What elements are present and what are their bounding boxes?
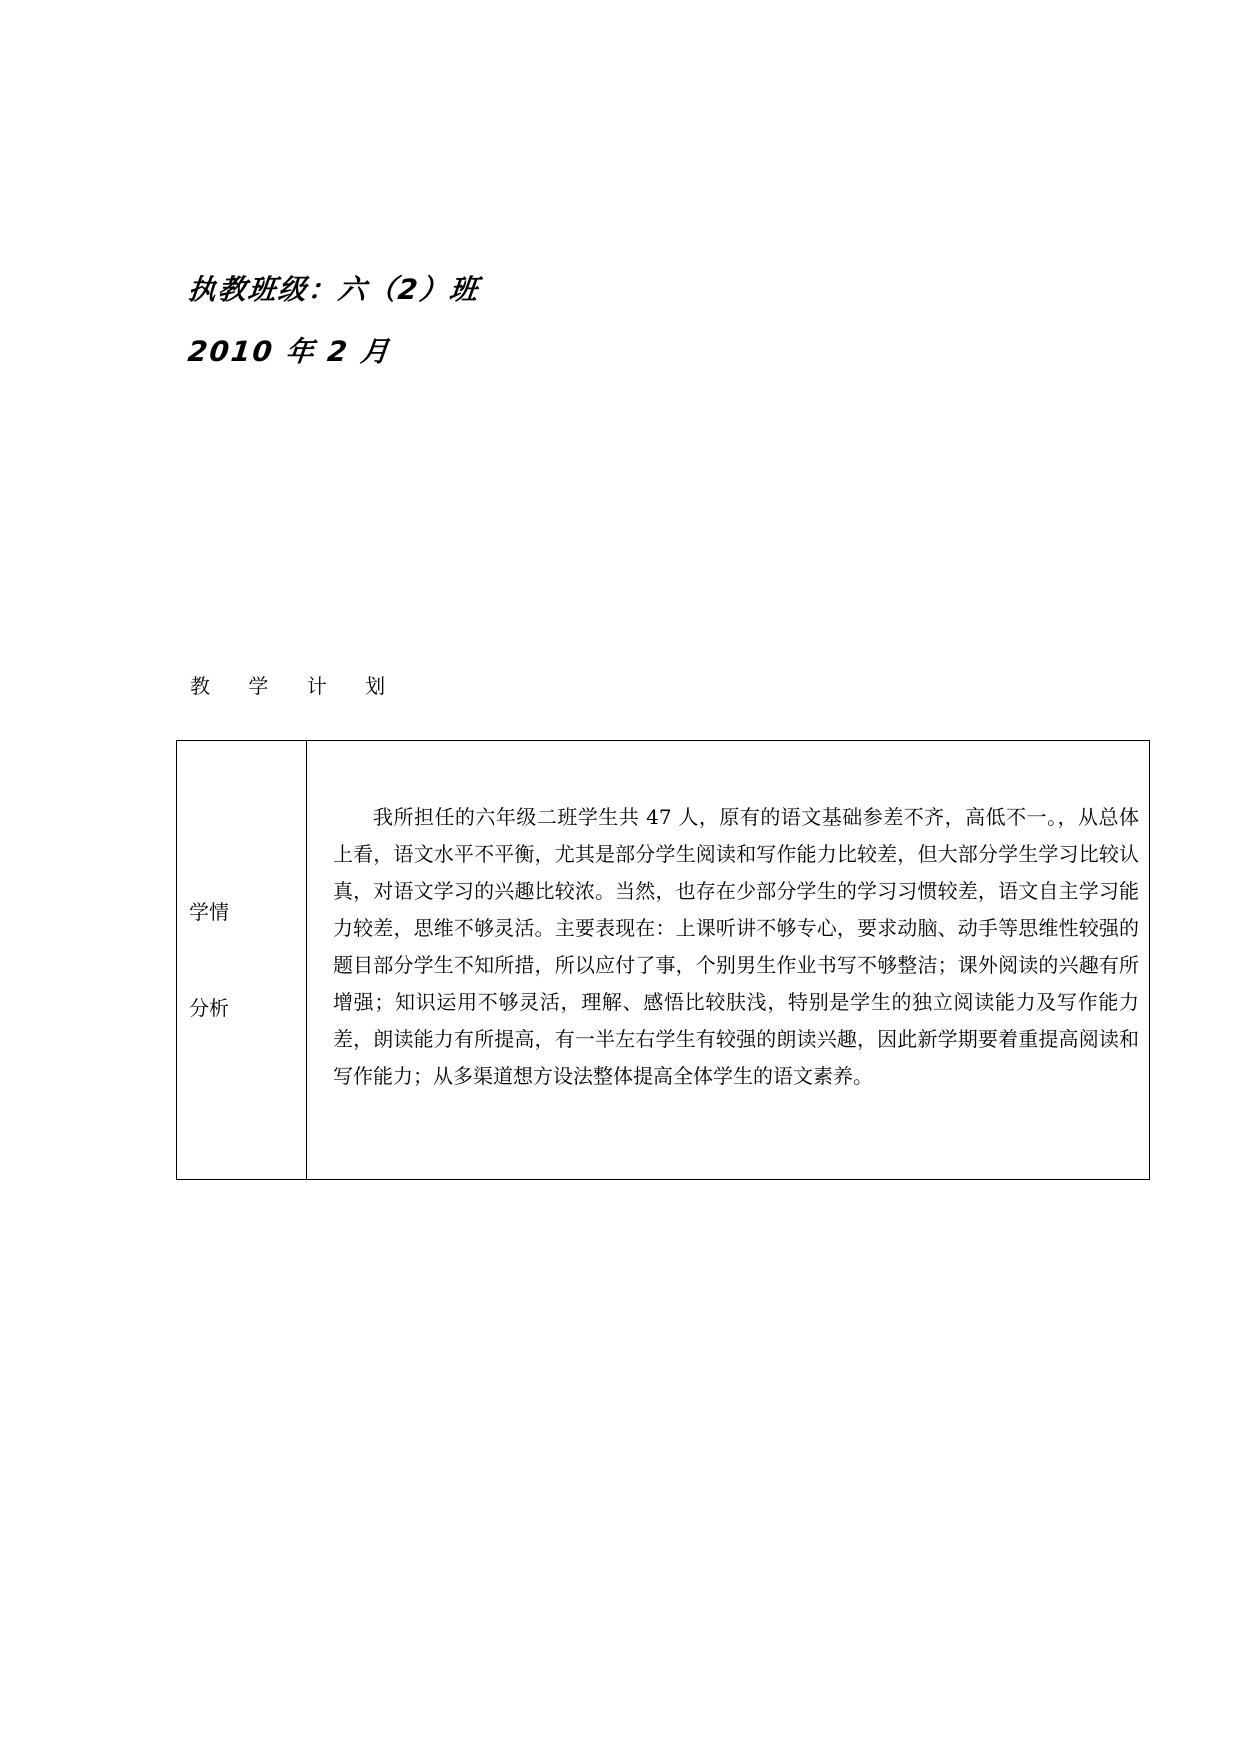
label-line-2: 分析	[189, 996, 229, 1020]
analysis-paragraph: 我所担任的六年级二班学生共 47 人，原有的语文基础参差不齐，高低不一。，从总体上看，语文水平不平衡，尤其是部分学生阅读和写作能力比较差，但大部分学生学习比较认真，对语文学习的兴趣比较浓。当然，也存在少部分学生的学习习惯较差，语文自主学习能力较差，思维不够灵活。主要表现在：上课听讲不够专心，要求动脑、动手等思维性较强的题目部分学生不知所措，所以应付了事，个别男生作业书写不够整洁；课外阅读的兴趣有所增强；知识运用不够灵活，理解、感悟比较肤浅，特别是学生的独立阅读能力及写作能力差，朗读能力有所提高，有一半左右学生有较强的朗读兴趣，因此新学期要着重提高阅读和写作能力；从多渠道想方设法整体提高全体学生的语文素养。	[333, 805, 1139, 1088]
analysis-table	[176, 740, 1150, 1180]
content-cell	[307, 741, 1149, 1179]
label-cell	[177, 741, 307, 1179]
teaching-class-line: 执教班级：六（2）班	[186, 273, 482, 306]
date-line: 2010 年 2 月	[186, 335, 393, 368]
label-line-1: 学情	[189, 900, 229, 924]
section-heading: 教 学 计 划	[190, 674, 402, 698]
